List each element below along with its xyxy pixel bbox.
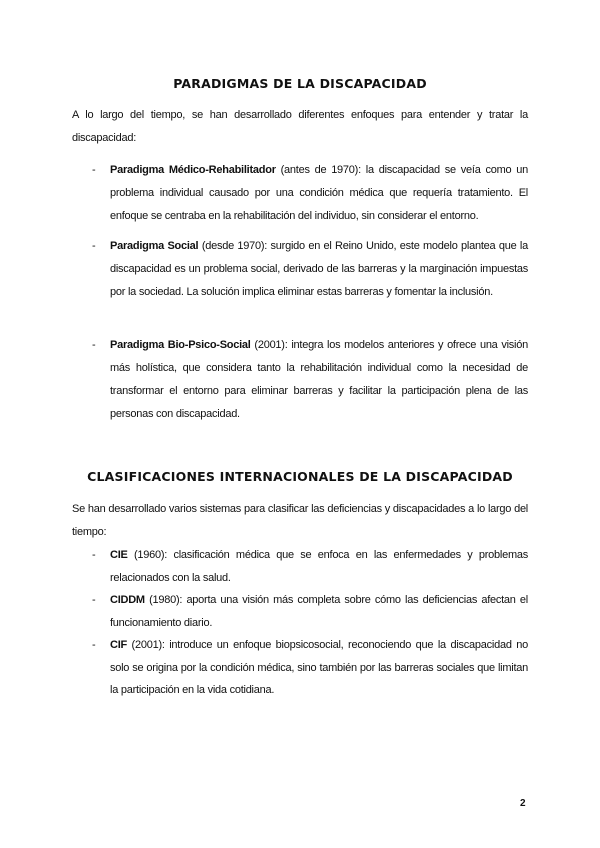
list-item-text: (antes de 1970): la discapacidad se veía como un problema individual causado por una condición médica que requería tratamiento. El enfoque se centraba en la rehabilitación del individuo, sin considerar el entorno. xyxy=(110,164,528,222)
list-item-text: (desde 1970): surgido en el Reino Unido, este modelo plantea que la discapacidad es un problema social, derivado de las barreras y la marginación impuestas por la sociedad. La solución implica eliminar estas barreras y fomentar la inclusión. xyxy=(110,240,528,298)
list-item-term: Paradigma Médico-Rehabilitador xyxy=(110,164,276,176)
list-item xyxy=(110,334,528,426)
list-item-text: (1980): aporta una visión más completa sobre cómo las deficiencias afectan el funcionamiento diario. xyxy=(110,594,528,629)
list-item-term: CIE xyxy=(110,549,128,561)
list-item-term: CIDDM xyxy=(110,594,145,606)
list-item xyxy=(110,235,528,304)
section-title-paradigmas: PARADIGMAS DE LA DISCAPACIDAD xyxy=(173,76,427,91)
list-item-term: Paradigma Social xyxy=(110,240,199,252)
section-title-clasificaciones: CLASIFICACIONES INTERNACIONALES DE LA DISCAPACIDAD xyxy=(87,469,513,484)
list-item xyxy=(110,589,528,634)
list-item xyxy=(110,544,528,589)
paragraph-intro-paradigmas: A lo largo del tiempo, se han desarrollado diferentes enfoques para entender y tratar la discapacidad: xyxy=(72,109,528,144)
list-item-text: (1960): clasificación médica que se enfoca en las enfermedades y problemas relacionados con la salud. xyxy=(110,549,528,584)
page-number: 2 xyxy=(520,798,526,809)
list-item-term: CIF xyxy=(110,639,127,651)
list-item-term: Paradigma Bio-Psico-Social xyxy=(110,339,251,351)
list-item xyxy=(110,159,528,228)
list-item-text: (2001): introduce un enfoque biopsicosocial, reconociendo que la discapacidad no solo se origina por la condición médica, sino también por las barreras sociales que limitan la participación en la vida cotidiana. xyxy=(110,639,528,696)
paragraph-intro-clasificaciones: Se han desarrollado varios sistemas para clasificar las deficiencias y discapacidades a lo largo del tiempo: xyxy=(72,503,528,538)
list-item xyxy=(110,634,528,702)
list-item-text: (2001): integra los modelos anteriores y ofrece una visión más holística, que considera tanto la rehabilitación individual como la necesidad de transformar el entorno para eliminar barreras y facilitar la participación plena de las personas con discapacidad. xyxy=(110,339,528,420)
